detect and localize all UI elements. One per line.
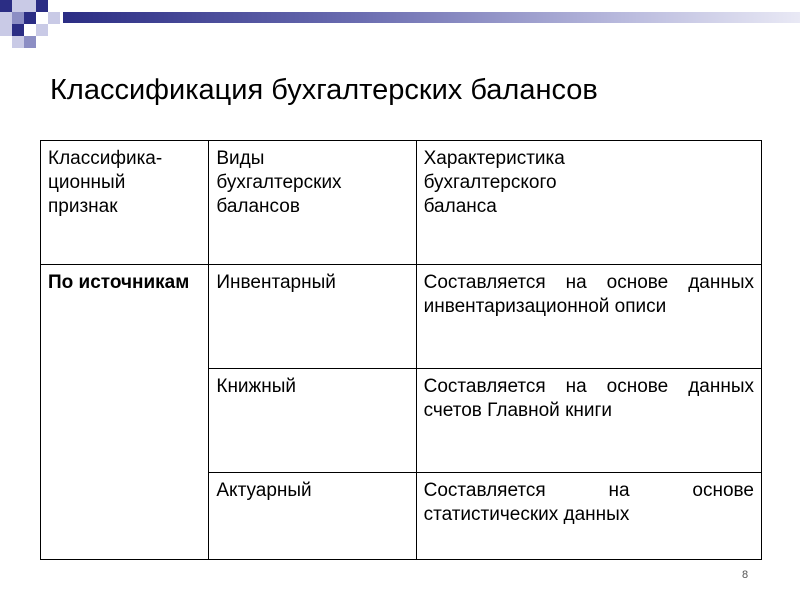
deco-square: [12, 0, 24, 12]
header-text: бухгалтерских: [216, 172, 342, 193]
header-text: бухгалтерского: [423, 172, 557, 193]
deco-square: [36, 0, 48, 12]
deco-square: [24, 0, 36, 12]
deco-square: [48, 12, 60, 24]
deco-square: [0, 0, 12, 12]
deco-square: [12, 12, 24, 24]
balance-type-cell: Книжный: [209, 369, 416, 473]
header-text: Классифика-: [48, 148, 163, 169]
header-cell-types: [209, 141, 416, 265]
header-text: баланса: [423, 196, 497, 217]
slide-title: Классификация бухгалтерских балансов: [50, 74, 598, 106]
header-text: ционный: [48, 172, 126, 193]
deco-square: [24, 36, 36, 48]
balance-type-cell: Актуарный: [209, 473, 416, 560]
deco-square: [36, 24, 48, 36]
balance-type-cell: Инвентарный: [209, 265, 416, 369]
group-label-cell: По источникам: [41, 265, 209, 560]
classification-table: [40, 140, 762, 560]
table-row: [41, 265, 762, 369]
description-cell: Составляется на основе статистических данных: [416, 473, 761, 560]
header-text: балансов: [216, 196, 300, 217]
header-text: Виды: [216, 148, 265, 169]
deco-square: [12, 24, 24, 36]
deco-square: [12, 36, 24, 48]
deco-square: [24, 12, 36, 24]
description-cell: Составляется на основе данных счетов Главной книги: [416, 369, 761, 473]
header-text: Характеристика: [423, 148, 565, 169]
deco-square: [0, 24, 12, 36]
header-gradient-band: [63, 12, 800, 23]
header-cell-characteristic: [416, 141, 761, 265]
deco-square: [0, 12, 12, 24]
table-header-row: [41, 141, 762, 265]
description-cell: Составляется на основе данных инвентаризационной описи: [416, 265, 761, 369]
decorative-squares: [0, 0, 60, 60]
header-cell-criterion: [41, 141, 209, 265]
page-number: 8: [742, 569, 749, 581]
header-text: признак: [48, 196, 118, 217]
